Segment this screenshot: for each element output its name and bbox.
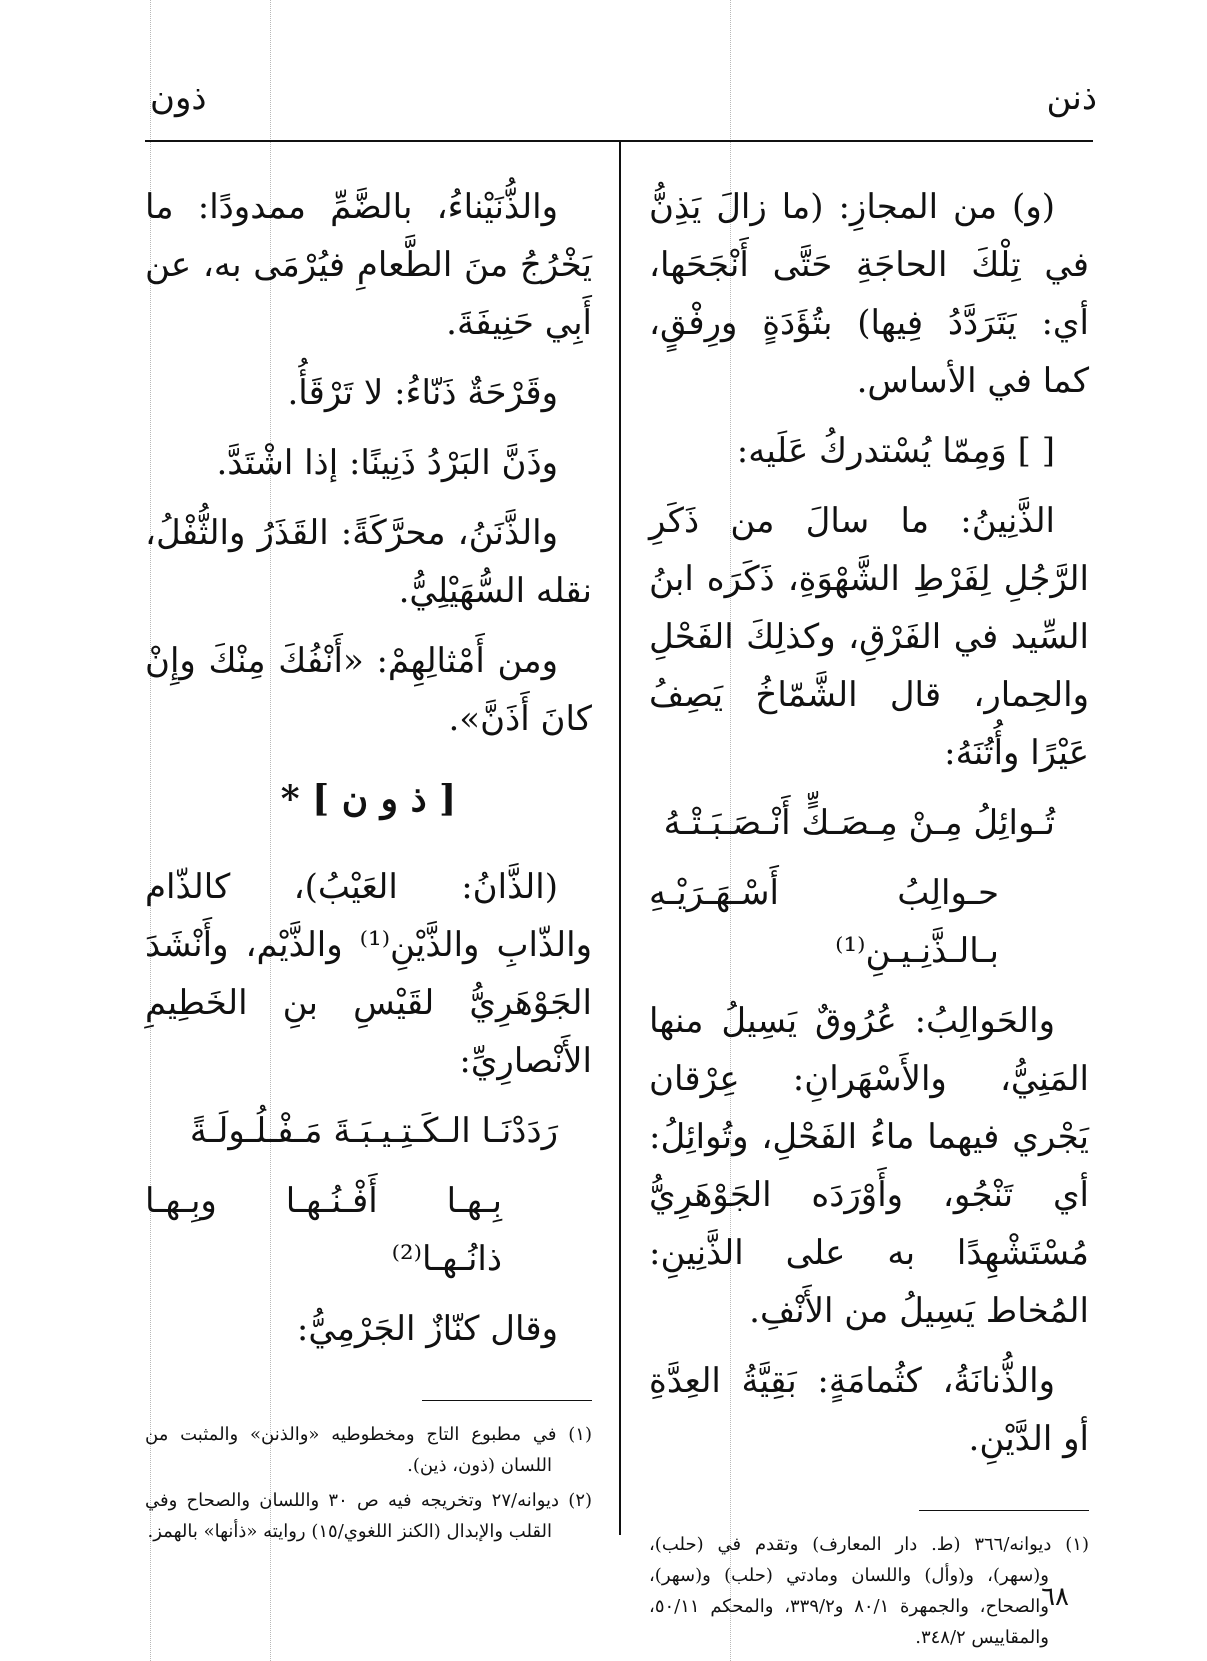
left-column — [145, 178, 592, 1551]
right-column — [649, 178, 1089, 1657]
page-number: ٦٨ — [1041, 1582, 1069, 1612]
paragraph: والذَّنَنُ، محرَّكَةً: القَذَرُ والثُّفْلُ، نقله السُّهَيْلِيُّ. — [145, 513, 592, 611]
paragraph: والحَوالِبُ: عُرُوقٌ يَسِيلُ منها المَنِيُّ، والأَسْهَرانِ: عِرْقان يَجْري فيهما ماءُ الفَحْلِ، وتُوائِلُ: أي تَنْجُو، وأَوْرَدَه الجَوْهَرِيُّ مُسْتَشْهِدًا به على الذَّنِينِ: المُخاط يَسِيلُ من الأَنْفِ. — [649, 1001, 1089, 1331]
paragraph: وقال كنّازٌ الجَرْمِيُّ: — [296, 1309, 558, 1349]
paragraph: وذَنَّ البَرْدُ ذَنِينًا: إذا اشْتَدَّ. — [216, 443, 558, 483]
verse-line: حـوالِبُ أَسْـهَـرَيْـهِ بـالـذَّنِـيـنِ⁽¹⁾ — [649, 873, 999, 971]
paragraph: والذُّنَيْناءُ، بالضَّمِّ ممدودًا: ما يَخْرُجُ منَ الطَّعامِ فيُرْمَى به، عن أَبِي حَنِيفَةَ. — [145, 187, 592, 343]
paragraph: [ ] وَمِمّا يُسْتدركُ عَلَيه: — [736, 431, 1055, 471]
footnote: (١) ديوانه/٣٦٦ (ط. دار المعارف) وتقدم في (حلب)، و(سهر)، و(وأل) واللسان ومادتي (حلب) و(سهر)، والصحاح، والجمهرة ٨٠/١ و٣٣٩/٢، والمحكم ٥٠/١١، والمقاييس ٣٤٨/٢. — [649, 1534, 1089, 1648]
paragraph: (و) من المجازِ: (ما زالَ يَذِنُّ في تِلْكَ الحاجَةِ حَتَّى أَنْجَحَها، أي: يَتَرَدَّدُ فِيها) بتُؤَدَةٍ ورِفْقٍ، كما في الأساس. — [649, 187, 1089, 401]
paragraph: (الذَّانُ: العَيْبُ)، كالذّام والذّابِ والذَّيْنِ⁽¹⁾ والذَّيْم، وأَنْشَدَ الجَوْهَرِيُّ لقَيْسِ بنِ الخَطِيمِ الأَنْصارِيِّ: — [145, 867, 593, 1081]
verse-line: بِـهـا أَفْـنُـهـا وبِـهـا ذانُـهـا⁽²⁾ — [145, 1181, 502, 1279]
footnote-rule — [919, 1510, 1089, 1511]
verse-line: تُـوائِلُ مِـنْ مِـصَـكٍّ أَنْـصَـبَـتْـهُ — [663, 803, 1055, 843]
footnote: (١) في مطبوع التاج ومخطوطيه «والذنن» والمثبت من اللسان (ذون، ذين). — [145, 1424, 592, 1476]
paragraph: ومن أَمْثالِهِمْ: «أَنْفُكَ مِنْكَ وإِنْ كانَ أَذَنَّ». — [145, 641, 592, 739]
entry-heading: [ ذ و ن ] * — [280, 778, 457, 820]
footnote-rule — [422, 1400, 592, 1401]
running-head-right: ذنن — [1046, 78, 1097, 118]
paragraph: والذُّنانَةُ، كثُمامَةٍ: بَقِيَّةُ العِدَّةِ أو الدَّيْنِ. — [649, 1361, 1089, 1459]
verse-line: رَدَدْنَـا الـكَـتِـيـبَـةَ مَـفْـلُـولَـةً — [189, 1111, 558, 1151]
paragraph: الذَّنِينُ: ما سالَ من ذَكَرِ الرَّجُلِ لِفَرْطِ الشَّهْوَةِ، ذَكَرَه ابنُ السِّيد في الفَرْقِ، وكذلِكَ الفَحْلِ والحِمار، قال الشَّمّاخُ يَصِفُ عَيْرًا وأُتُنَهُ: — [649, 501, 1089, 773]
paragraph: وقَرْحَةٌ ذَنّاءُ: لا تَرْقَأُ. — [287, 373, 558, 413]
column-divider — [619, 140, 621, 1535]
footnote: (٢) ديوانه/٢٧ وتخريجه فيه ص ٣٠ واللسان والصحاح وفي القلب والإبدال (الكنز اللغوي/١٥) روايته «ذأنها» بالهمز. — [145, 1490, 593, 1542]
running-head-left: ذون — [150, 78, 207, 118]
